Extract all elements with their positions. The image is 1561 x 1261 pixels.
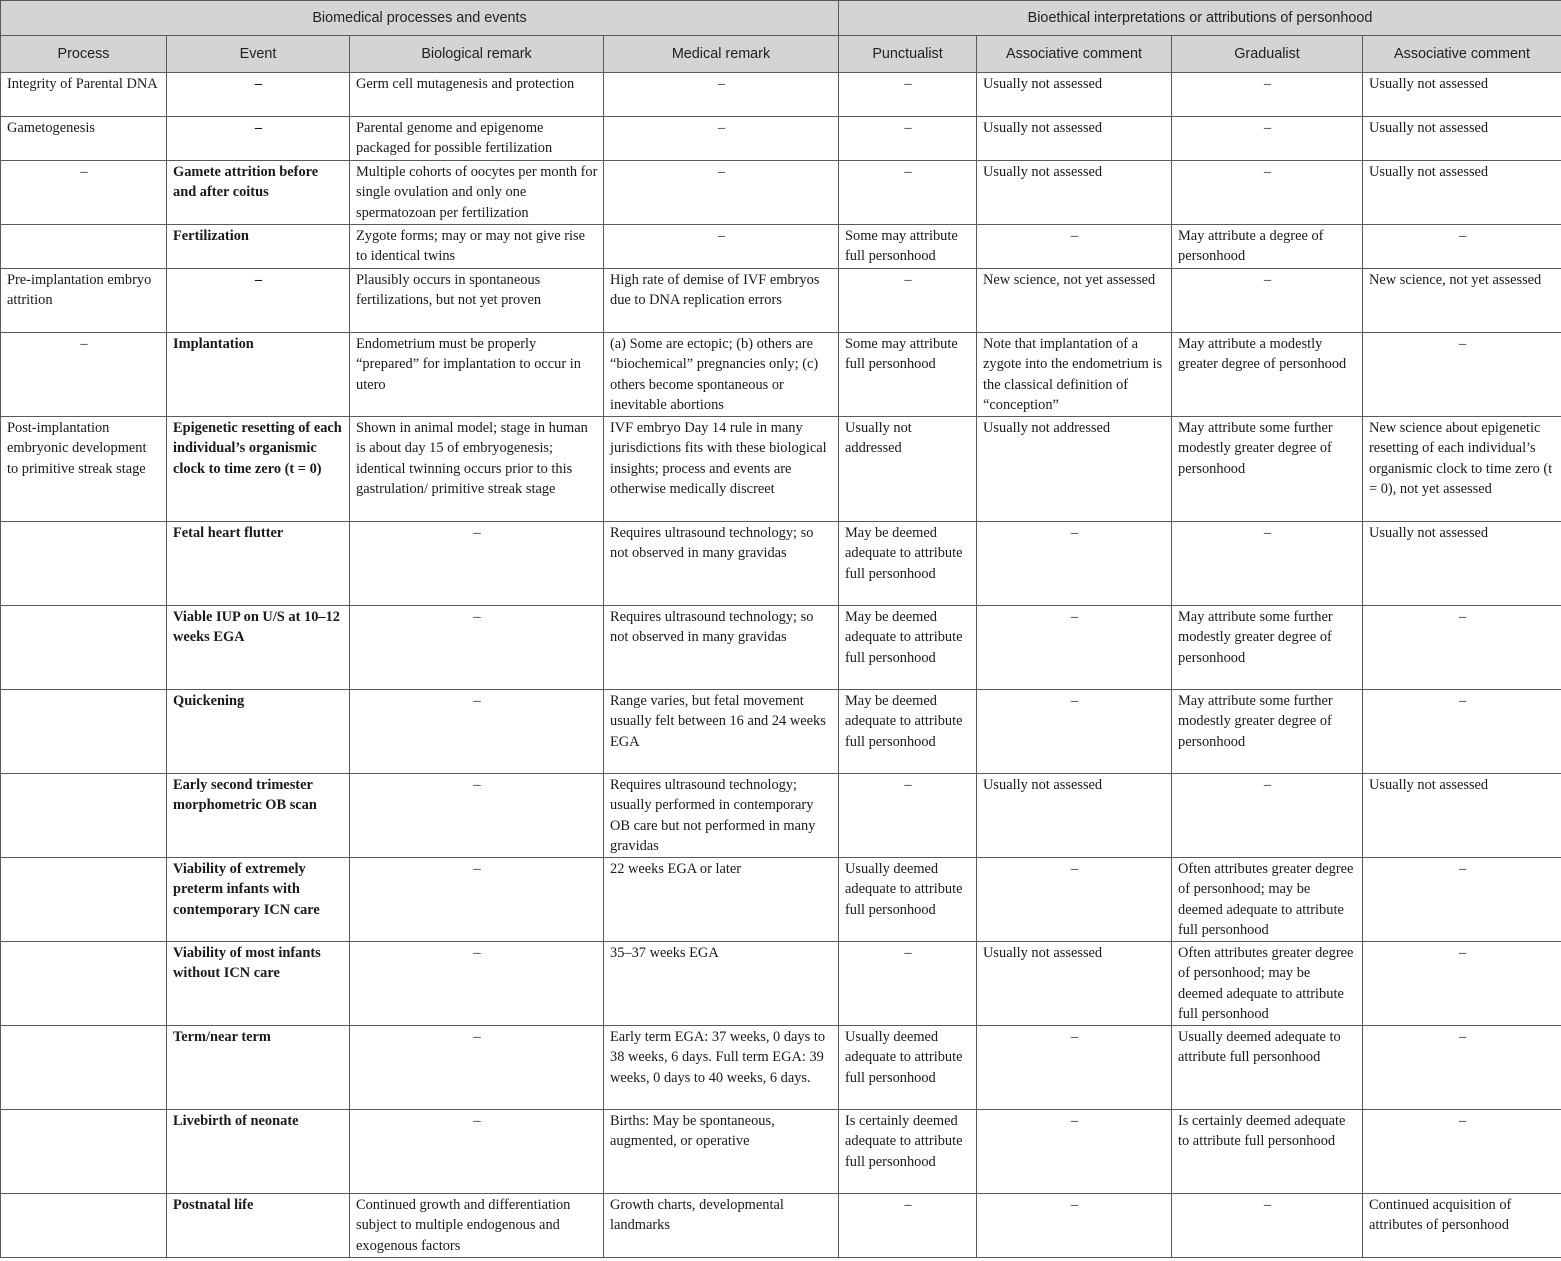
biological-remark-cell: Zygote forms; may or may not give rise to identical twins [350,225,604,269]
associative-comment-1-cell: – [977,225,1172,269]
gradualist-cell: – [1172,73,1363,117]
gradualist-cell: Usually deemed adequate to attribute full personhood [1172,1026,1363,1110]
gradualist-cell: – [1172,161,1363,225]
table-row [1,161,1561,225]
associative-comment-2-cell: Usually not assessed [1363,73,1561,117]
process-cell [1,1026,167,1110]
biological-remark-cell: – [350,942,604,1026]
biological-remark-cell: – [350,1110,604,1194]
punctualist-cell: May be deemed adequate to attribute full personhood [839,690,977,774]
event-cell: Term/near term [167,1026,350,1110]
gradualist-cell: – [1172,269,1363,333]
table-row [1,73,1561,117]
punctualist-cell: May be deemed adequate to attribute full personhood [839,606,977,690]
process-cell [1,1110,167,1194]
process-cell: – [1,333,167,417]
col-header-medical-remark: Medical remark [604,36,839,73]
associative-comment-2-cell: – [1363,225,1561,269]
punctualist-cell: Usually not addressed [839,417,977,522]
process-cell: Gametogenesis [1,117,167,161]
associative-comment-1-cell: – [977,1194,1172,1258]
medical-remark-cell: Requires ultrasound technology; so not observed in many gravidas [604,606,839,690]
associative-comment-1-cell: – [977,1110,1172,1194]
biological-remark-cell: Plausibly occurs in spontaneous fertilizations, but not yet proven [350,269,604,333]
process-cell [1,690,167,774]
associative-comment-2-cell: – [1363,606,1561,690]
event-cell: Viability of most infants without ICN care [167,942,350,1026]
punctualist-cell: – [839,942,977,1026]
col-header-associative-comment-2: Associative comment [1363,36,1561,73]
associative-comment-2-cell: New science about epigenetic resetting of each individual’s organismic clock to time zero (t = 0), not yet assessed [1363,417,1561,522]
table-row [1,522,1561,606]
associative-comment-1-cell: Usually not assessed [977,774,1172,858]
punctualist-cell: – [839,161,977,225]
associative-comment-2-cell: – [1363,858,1561,942]
process-cell: Integrity of Parental DNA [1,73,167,117]
punctualist-cell: – [839,73,977,117]
process-cell: Post-implantation embryonic development to primitive streak stage [1,417,167,522]
associative-comment-1-cell: Note that implantation of a zygote into the endometrium is the classical definition of “conception” [977,333,1172,417]
gradualist-cell: May attribute some further modestly greater degree of personhood [1172,417,1363,522]
associative-comment-1-cell: New science, not yet assessed [977,269,1172,333]
table-row [1,1110,1561,1194]
associative-comment-2-cell: Usually not assessed [1363,774,1561,858]
associative-comment-2-cell: Usually not assessed [1363,117,1561,161]
table-row [1,333,1561,417]
col-header-biological-remark: Biological remark [350,36,604,73]
associative-comment-2-cell: Continued acquisition of attributes of personhood [1363,1194,1561,1258]
gradualist-cell: Is certainly deemed adequate to attribute full personhood [1172,1110,1363,1194]
biological-remark-cell: – [350,690,604,774]
event-cell: Viability of extremely preterm infants with contemporary ICN care [167,858,350,942]
process-cell [1,1194,167,1258]
associative-comment-2-cell: – [1363,942,1561,1026]
medical-remark-cell: High rate of demise of IVF embryos due to DNA replication errors [604,269,839,333]
table-row [1,942,1561,1026]
table-row [1,269,1561,333]
punctualist-cell: Usually deemed adequate to attribute full personhood [839,858,977,942]
medical-remark-cell: – [604,73,839,117]
header-columns-row [1,36,1561,73]
table-row [1,225,1561,269]
punctualist-cell: Some may attribute full personhood [839,225,977,269]
associative-comment-1-cell: Usually not assessed [977,117,1172,161]
event-cell: Viable IUP on U/S at 10–12 weeks EGA [167,606,350,690]
event-cell: Implantation [167,333,350,417]
biological-remark-cell: – [350,522,604,606]
header-group-row [1,1,1561,36]
medical-remark-cell: 35–37 weeks EGA [604,942,839,1026]
medical-remark-cell: (a) Some are ectopic; (b) others are “biochemical” pregnancies only; (c) others become spontaneous or inevitable abortions [604,333,839,417]
table-row [1,774,1561,858]
punctualist-cell: Is certainly deemed adequate to attribute full personhood [839,1110,977,1194]
punctualist-cell: – [839,269,977,333]
gradualist-cell: May attribute a degree of personhood [1172,225,1363,269]
col-header-gradualist: Gradualist [1172,36,1363,73]
col-header-punctualist: Punctualist [839,36,977,73]
table-row [1,690,1561,774]
medical-remark-cell: IVF embryo Day 14 rule in many jurisdictions fits with these biological insights; process and events are otherwise medically discreet [604,417,839,522]
biological-remark-cell: Shown in animal model; stage in human is about day 15 of embryogenesis; identical twinning occurs prior to this gastrulation/ primitive streak stage [350,417,604,522]
associative-comment-1-cell: – [977,858,1172,942]
biological-remark-cell: Parental genome and epigenome packaged for possible fertilization [350,117,604,161]
table-row [1,858,1561,942]
punctualist-cell: Some may attribute full personhood [839,333,977,417]
associative-comment-1-cell: Usually not assessed [977,161,1172,225]
associative-comment-2-cell: – [1363,1110,1561,1194]
medical-remark-cell: – [604,117,839,161]
associative-comment-1-cell: – [977,606,1172,690]
biological-remark-cell: – [350,1026,604,1110]
medical-remark-cell: Range varies, but fetal movement usually felt between 16 and 24 weeks EGA [604,690,839,774]
punctualist-cell: May be deemed adequate to attribute full personhood [839,522,977,606]
process-cell [1,858,167,942]
event-cell: Early second trimester morphometric OB scan [167,774,350,858]
medical-remark-cell: Births: May be spontaneous, augmented, or operative [604,1110,839,1194]
biological-remark-cell: – [350,858,604,942]
event-cell: Quickening [167,690,350,774]
process-cell [1,522,167,606]
punctualist-cell: – [839,117,977,161]
medical-remark-cell: Requires ultrasound technology; usually performed in contemporary OB care but not performed in many gravidas [604,774,839,858]
gradualist-cell: – [1172,117,1363,161]
table-row [1,1026,1561,1110]
event-cell: Postnatal life [167,1194,350,1258]
process-cell: – [1,161,167,225]
table-row [1,417,1561,522]
process-cell [1,942,167,1026]
table-body [1,73,1561,1258]
associative-comment-2-cell: Usually not assessed [1363,522,1561,606]
col-header-process: Process [1,36,167,73]
group-header-biomedical: Biomedical processes and events [1,1,839,36]
associative-comment-2-cell: Usually not assessed [1363,161,1561,225]
associative-comment-1-cell: – [977,690,1172,774]
biological-remark-cell: – [350,606,604,690]
medical-remark-cell: 22 weeks EGA or later [604,858,839,942]
process-cell [1,225,167,269]
gradualist-cell: Often attributes greater degree of personhood; may be deemed adequate to attribute full personhood [1172,942,1363,1026]
medical-remark-cell: Growth charts, developmental landmarks [604,1194,839,1258]
associative-comment-2-cell: – [1363,1026,1561,1110]
event-cell: Livebirth of neonate [167,1110,350,1194]
biological-remark-cell: Endometrium must be properly “prepared” for implantation to occur in utero [350,333,604,417]
medical-remark-cell: Requires ultrasound technology; so not observed in many gravidas [604,522,839,606]
process-cell [1,774,167,858]
punctualist-cell: – [839,1194,977,1258]
gradualist-cell: – [1172,1194,1363,1258]
punctualist-cell: – [839,774,977,858]
table-row [1,1194,1561,1258]
process-cell [1,606,167,690]
event-cell: Fetal heart flutter [167,522,350,606]
gradualist-cell: – [1172,774,1363,858]
table-row [1,606,1561,690]
event-cell: – [167,73,350,117]
event-cell: Gamete attrition before and after coitus [167,161,350,225]
biological-remark-cell: Continued growth and differentiation subject to multiple endogenous and exogenous factors [350,1194,604,1258]
gradualist-cell: May attribute some further modestly greater degree of personhood [1172,606,1363,690]
event-cell: – [167,117,350,161]
gradualist-cell: – [1172,522,1363,606]
medical-remark-cell: Early term EGA: 37 weeks, 0 days to 38 weeks, 6 days. Full term EGA: 39 weeks, 0 days to 40 weeks, 6 days. [604,1026,839,1110]
biological-remark-cell: – [350,774,604,858]
biological-remark-cell: Multiple cohorts of oocytes per month for single ovulation and only one spermatozoan per fertilization [350,161,604,225]
associative-comment-1-cell: Usually not addressed [977,417,1172,522]
associative-comment-2-cell: – [1363,333,1561,417]
associative-comment-2-cell: New science, not yet assessed [1363,269,1561,333]
medical-remark-cell: – [604,161,839,225]
associative-comment-1-cell: Usually not assessed [977,73,1172,117]
gradualist-cell: Often attributes greater degree of personhood; may be deemed adequate to attribute full personhood [1172,858,1363,942]
gradualist-cell: May attribute some further modestly greater degree of personhood [1172,690,1363,774]
gradualist-cell: May attribute a modestly greater degree of personhood [1172,333,1363,417]
associative-comment-1-cell: Usually not assessed [977,942,1172,1026]
col-header-associative-comment-1: Associative comment [977,36,1172,73]
event-cell: Fertilization [167,225,350,269]
associative-comment-1-cell: – [977,1026,1172,1110]
medical-remark-cell: – [604,225,839,269]
associative-comment-1-cell: – [977,522,1172,606]
event-cell: Epigenetic resetting of each individual’s organismic clock to time zero (t = 0) [167,417,350,522]
biological-remark-cell: Germ cell mutagenesis and protection [350,73,604,117]
col-header-event: Event [167,36,350,73]
table-row [1,117,1561,161]
associative-comment-2-cell: – [1363,690,1561,774]
process-cell: Pre-implantation embryo attrition [1,269,167,333]
group-header-bioethical: Bioethical interpretations or attributions of personhood [839,1,1561,36]
punctualist-cell: Usually deemed adequate to attribute full personhood [839,1026,977,1110]
event-cell: – [167,269,350,333]
